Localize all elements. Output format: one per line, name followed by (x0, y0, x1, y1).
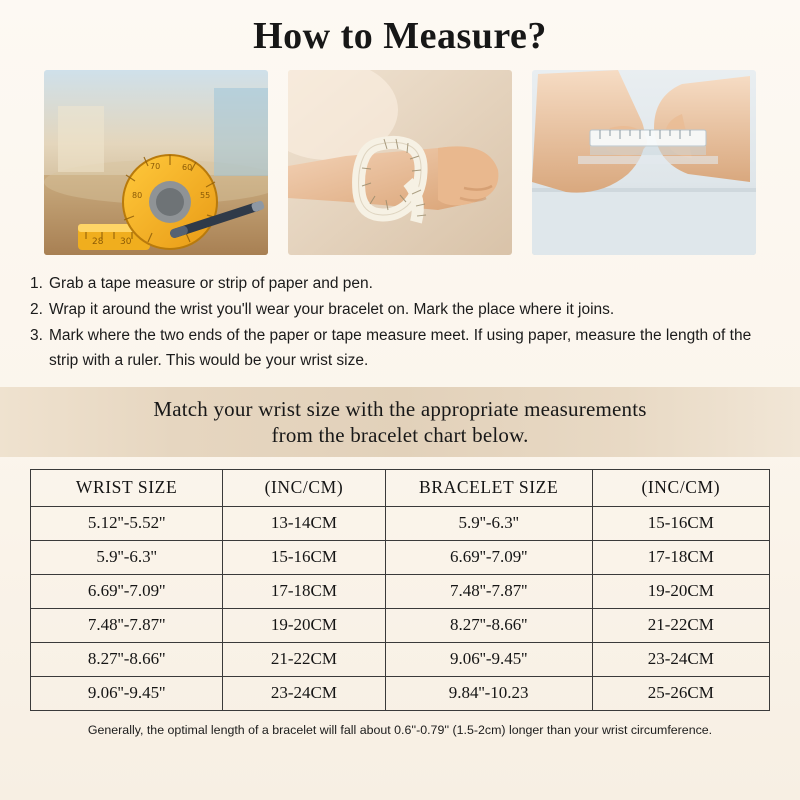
table-header-row (31, 470, 770, 507)
banner-line-1: Match your wrist size with the appropriate measurements (153, 396, 647, 421)
svg-text:55: 55 (200, 191, 211, 200)
cell-bracelet-cm: 21-22CM (592, 609, 769, 643)
svg-text:60: 60 (182, 163, 193, 172)
cell-bracelet-cm: 23-24CM (592, 643, 769, 677)
cell-bracelet-cm: 19-20CM (592, 575, 769, 609)
table-row (31, 677, 770, 711)
footnote-text: Generally, the optimal length of a bracelet will fall about 0.6''-0.79'' (1.5-2cm) longer than your wrist circumference. (87, 723, 713, 738)
header-wrist-unit: (INC/CM) (223, 470, 386, 507)
cell-bracelet-inch: 5.9''-6.3'' (385, 507, 592, 541)
step-number: 3. (30, 327, 43, 345)
step-text: Wrap it around the wrist you'll wear your bracelet on. Mark the place where it joins. (49, 301, 615, 319)
chart-body (31, 507, 770, 711)
cell-wrist-cm: 13-14CM (223, 507, 386, 541)
cell-bracelet-inch: 7.48''-7.87'' (385, 575, 592, 609)
cell-wrist-inch: 5.12''-5.52'' (31, 507, 223, 541)
instruction-step (30, 323, 770, 373)
table-row (31, 507, 770, 541)
cell-wrist-inch: 8.27''-8.66'' (31, 643, 223, 677)
step-number: 2. (30, 301, 43, 319)
chart-header (31, 470, 770, 507)
step-text: Grab a tape measure or strip of paper and pen. (49, 275, 373, 292)
page-title: How to Measure? (253, 15, 547, 57)
cell-wrist-cm: 15-16CM (223, 541, 386, 575)
size-chart-container (30, 469, 770, 711)
cell-wrist-inch: 9.06''-9.45'' (31, 677, 223, 711)
tape-measure-and-pen-photo (44, 70, 268, 255)
banner-line-2: from the bracelet chart below. (271, 423, 529, 448)
cell-bracelet-cm: 15-16CM (592, 507, 769, 541)
cell-wrist-cm: 23-24CM (223, 677, 386, 711)
instruction-step (30, 271, 770, 296)
cell-wrist-inch: 5.9''-6.3'' (31, 541, 223, 575)
cell-bracelet-inch: 6.69''-7.09'' (385, 541, 592, 575)
instruction-step (30, 297, 770, 322)
match-size-banner (0, 387, 800, 457)
table-row (31, 541, 770, 575)
svg-text:70: 70 (150, 162, 161, 171)
cell-wrist-cm: 19-20CM (223, 609, 386, 643)
cell-bracelet-inch: 9.84''-10.23 (385, 677, 592, 711)
step-number: 1. (30, 275, 43, 292)
measuring-strip-with-ruler-photo (532, 70, 756, 255)
svg-text:80: 80 (132, 191, 143, 200)
header-bracelet-size: BRACELET SIZE (385, 470, 592, 507)
table-row (31, 609, 770, 643)
cell-bracelet-cm: 25-26CM (592, 677, 769, 711)
tape-around-wrist-photo (288, 70, 512, 255)
table-row (31, 643, 770, 677)
header-wrist-size: WRIST SIZE (31, 470, 223, 507)
cell-wrist-inch: 6.69''-7.09'' (31, 575, 223, 609)
bracelet-size-chart (30, 469, 770, 711)
table-row (31, 575, 770, 609)
cell-bracelet-inch: 8.27''-8.66'' (385, 609, 592, 643)
cell-wrist-cm: 17-18CM (223, 575, 386, 609)
step-text: Mark where the two ends of the paper or tape measure meet. If using paper, measure the length of the strip with a ruler. This would be your wrist size. (49, 327, 752, 370)
cell-wrist-inch: 7.48''-7.87'' (31, 609, 223, 643)
instructions-list (30, 271, 770, 373)
svg-text:28: 28 (92, 237, 104, 247)
cell-bracelet-cm: 17-18CM (592, 541, 769, 575)
photo-row (0, 70, 800, 255)
cell-wrist-cm: 21-22CM (223, 643, 386, 677)
svg-text:30: 30 (120, 237, 132, 247)
header-bracelet-unit: (INC/CM) (592, 470, 769, 507)
cell-bracelet-inch: 9.06''-9.45'' (385, 643, 592, 677)
